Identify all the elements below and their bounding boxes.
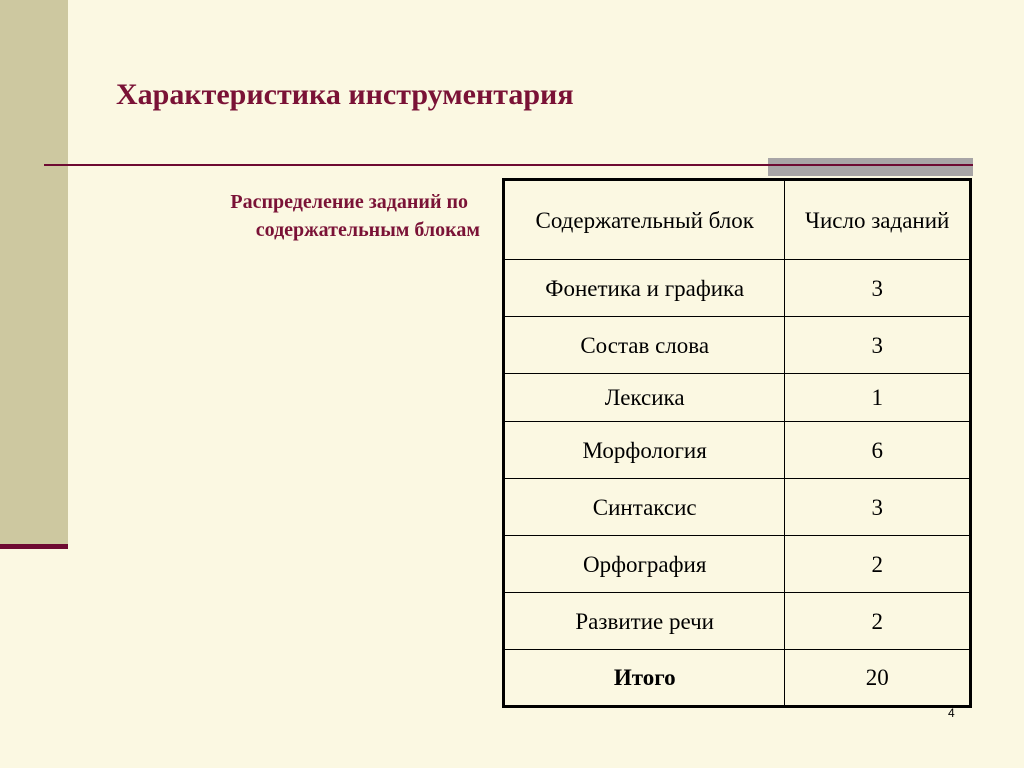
table-row xyxy=(504,422,971,479)
count-cell: 3 xyxy=(785,479,971,536)
slide-title: Характеристика инструментария xyxy=(116,78,574,111)
table-header-row xyxy=(504,180,971,260)
distribution-table xyxy=(502,178,972,708)
table-row xyxy=(504,260,971,317)
total-label-cell: Итого xyxy=(504,650,785,707)
total-count-cell: 20 xyxy=(785,650,971,707)
table-row xyxy=(504,479,971,536)
decorative-gray-bar xyxy=(768,158,973,176)
count-cell: 1 xyxy=(785,374,971,422)
block-cell: Морфология xyxy=(504,422,785,479)
table-total-row xyxy=(504,650,971,707)
block-cell: Фонетика и графика xyxy=(504,260,785,317)
side-band xyxy=(0,0,68,548)
table-row xyxy=(504,593,971,650)
block-cell: Лексика xyxy=(504,374,785,422)
block-cell: Развитие речи xyxy=(504,593,785,650)
count-cell: 3 xyxy=(785,260,971,317)
subtitle-line-1: Распределение заданий по xyxy=(230,191,468,213)
table-row xyxy=(504,317,971,374)
table-row xyxy=(504,374,971,422)
count-cell: 2 xyxy=(785,536,971,593)
block-cell: Состав слова xyxy=(504,317,785,374)
table-row xyxy=(504,536,971,593)
side-accent-line xyxy=(0,544,68,549)
header-cell-count: Число заданий xyxy=(785,180,971,260)
subtitle xyxy=(150,188,480,244)
header-cell-block: Содержательный блок xyxy=(504,180,785,260)
page-number: 4 xyxy=(948,706,955,720)
title-divider xyxy=(44,164,774,166)
title-divider-overlay xyxy=(768,164,973,166)
subtitle-line-2: содержательным блокам xyxy=(255,219,480,241)
block-cell: Синтаксис xyxy=(504,479,785,536)
count-cell: 3 xyxy=(785,317,971,374)
block-cell: Орфография xyxy=(504,536,785,593)
count-cell: 6 xyxy=(785,422,971,479)
count-cell: 2 xyxy=(785,593,971,650)
